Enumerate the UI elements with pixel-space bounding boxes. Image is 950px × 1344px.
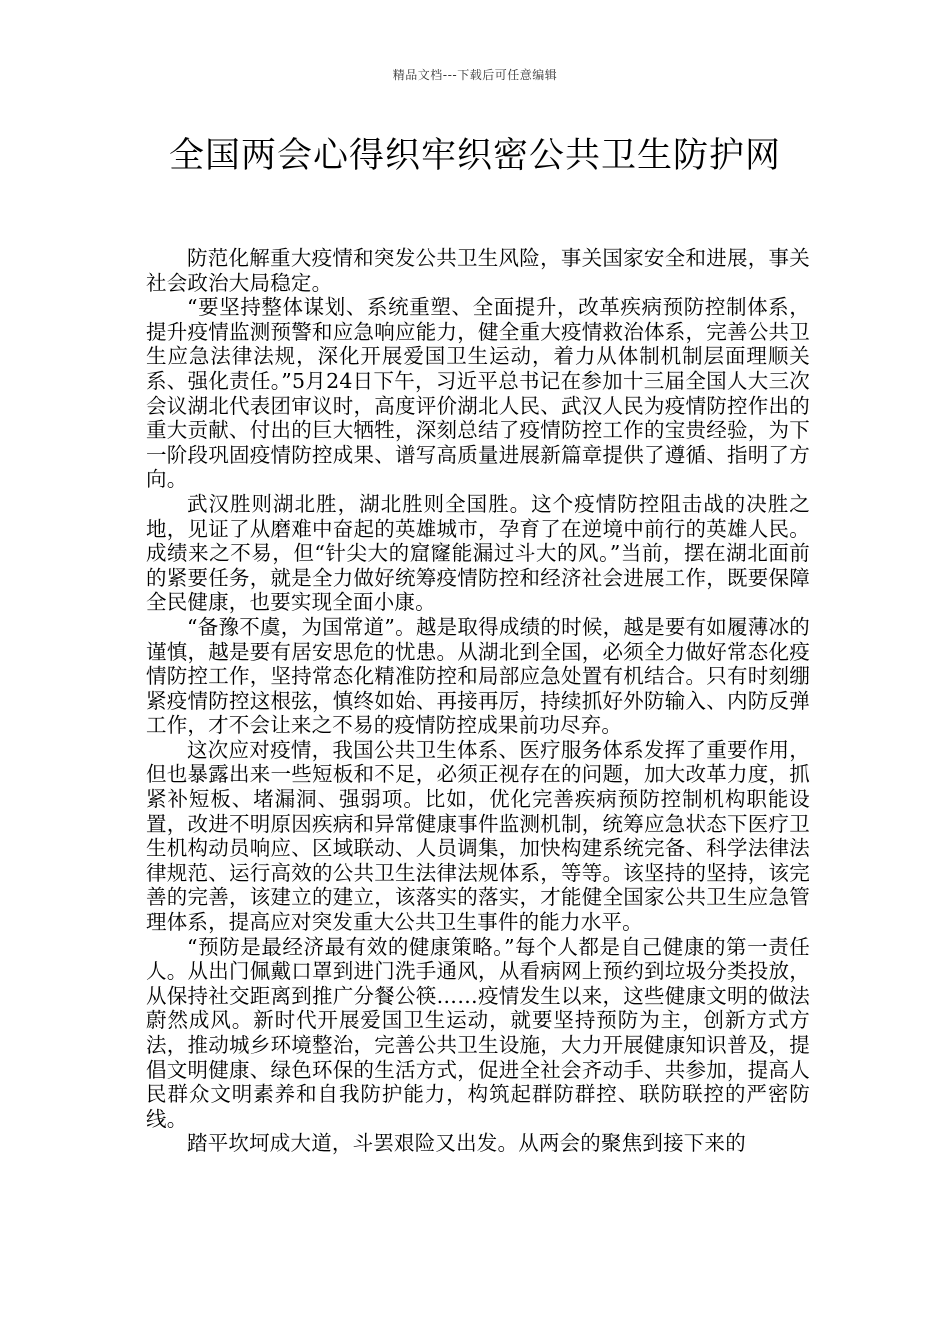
body-paragraph: 踏平坎坷成大道，斗罢艰险又出发。从两会的聚焦到接下来的 (187, 1131, 746, 1156)
body-paragraph: “要坚持整体谋划、系统重塑、全面提升，改革疾病预防控制体系，提升疫情监测预警和应急响应能力，健全重大疫情救治体系，完善公共卫生应急法律法规，深化开展爱国卫生运动，着力从体制机制层面理顺关系、强化责任。”5月24日下午，习近平总书记在参加十三届全国人大三次会议湖北代表团审议时，高度评价湖北人民、武汉人民为疫情防控作出的重大贡献、付出的巨大牺牲，深刻总结了疫情防控工作的宝贵经验，为下一阶段巩固疫情防控成果、谱写高质量进展新篇章提供了遵循、指明了方向。 (146, 295, 810, 492)
body-paragraph: “备豫不虞，为国常道”。越是取得成绩的时候，越是要有如履薄冰的谨慎，越是要有居安思危的忧患。从湖北到全国，必须全力做好常态化疫情防控工作，坚持常态化精准防控和局部应急处置有机结合。只有时刻绷紧疫情防控这根弦，慎终如始、再接再厉，持续抓好外防输入、内防反弹工作，才不会让来之不易的疫情防控成果前功尽弃。 (146, 614, 810, 738)
header-note: 精品文档---下载后可任意编辑 (392, 68, 558, 82)
document-title: 全国两会心得织牢织密公共卫生防护网 (168, 136, 781, 176)
body-paragraph: 武汉胜则湖北胜，湖北胜则全国胜。这个疫情防控阻击战的决胜之地，见证了从磨难中奋起的英雄城市，孕育了在逆境中前行的英雄人民。成绩来之不易，但“针尖大的窟窿能漏过斗大的风。”当前，摆在湖北面前的紧要任务，就是全力做好统筹疫情防控和经济社会进展工作，既要保障全民健康，也要实现全面小康。 (146, 491, 810, 615)
body-paragraph: 这次应对疫情，我国公共卫生体系、医疗服务体系发挥了重要作用，但也暴露出来一些短板和不足，必须正视存在的问题，加大改革力度，抓紧补短板、堵漏洞、强弱项。比如，优化完善疾病预防控制机构职能设置，改进不明原因疾病和异常健康事件监测机制，统筹应急状态下医疗卫生机构动员响应、区域联动、人员调集，加快构建系统完备、科学法律法律规范、运行高效的公共卫生法律法规体系，等等。该坚持的坚持，该完善的完善，该建立的建立，该落实的落实，才能健全国家公共卫生应急管理体系，提高应对突发重大公共卫生事件的能力水平。 (146, 737, 810, 935)
body-paragraph: 防范化解重大疫情和突发公共卫生风险，事关国家安全和进展，事关社会政治大局稳定。 (146, 246, 810, 295)
document-body (146, 246, 810, 1156)
body-paragraph: “预防是最经济最有效的健康策略。”每个人都是自己健康的第一责任人。从出门佩戴口罩到进门洗手通风，从看病网上预约到垃圾分类投放，从保持社交距离到推广分餐公筷……疫情发生以来，这些健康文明的做法蔚然成风。新时代开展爱国卫生运动，就要坚持预防为主，创新方式方法，推动城乡环境整治，完善公共卫生设施，大力开展健康知识普及，提倡文明健康、绿色环保的生活方式，促进全社会齐动手、共参加，提高人民群众文明素养和自我防护能力，构筑起群防群控、联防联控的严密防线。 (146, 934, 810, 1131)
